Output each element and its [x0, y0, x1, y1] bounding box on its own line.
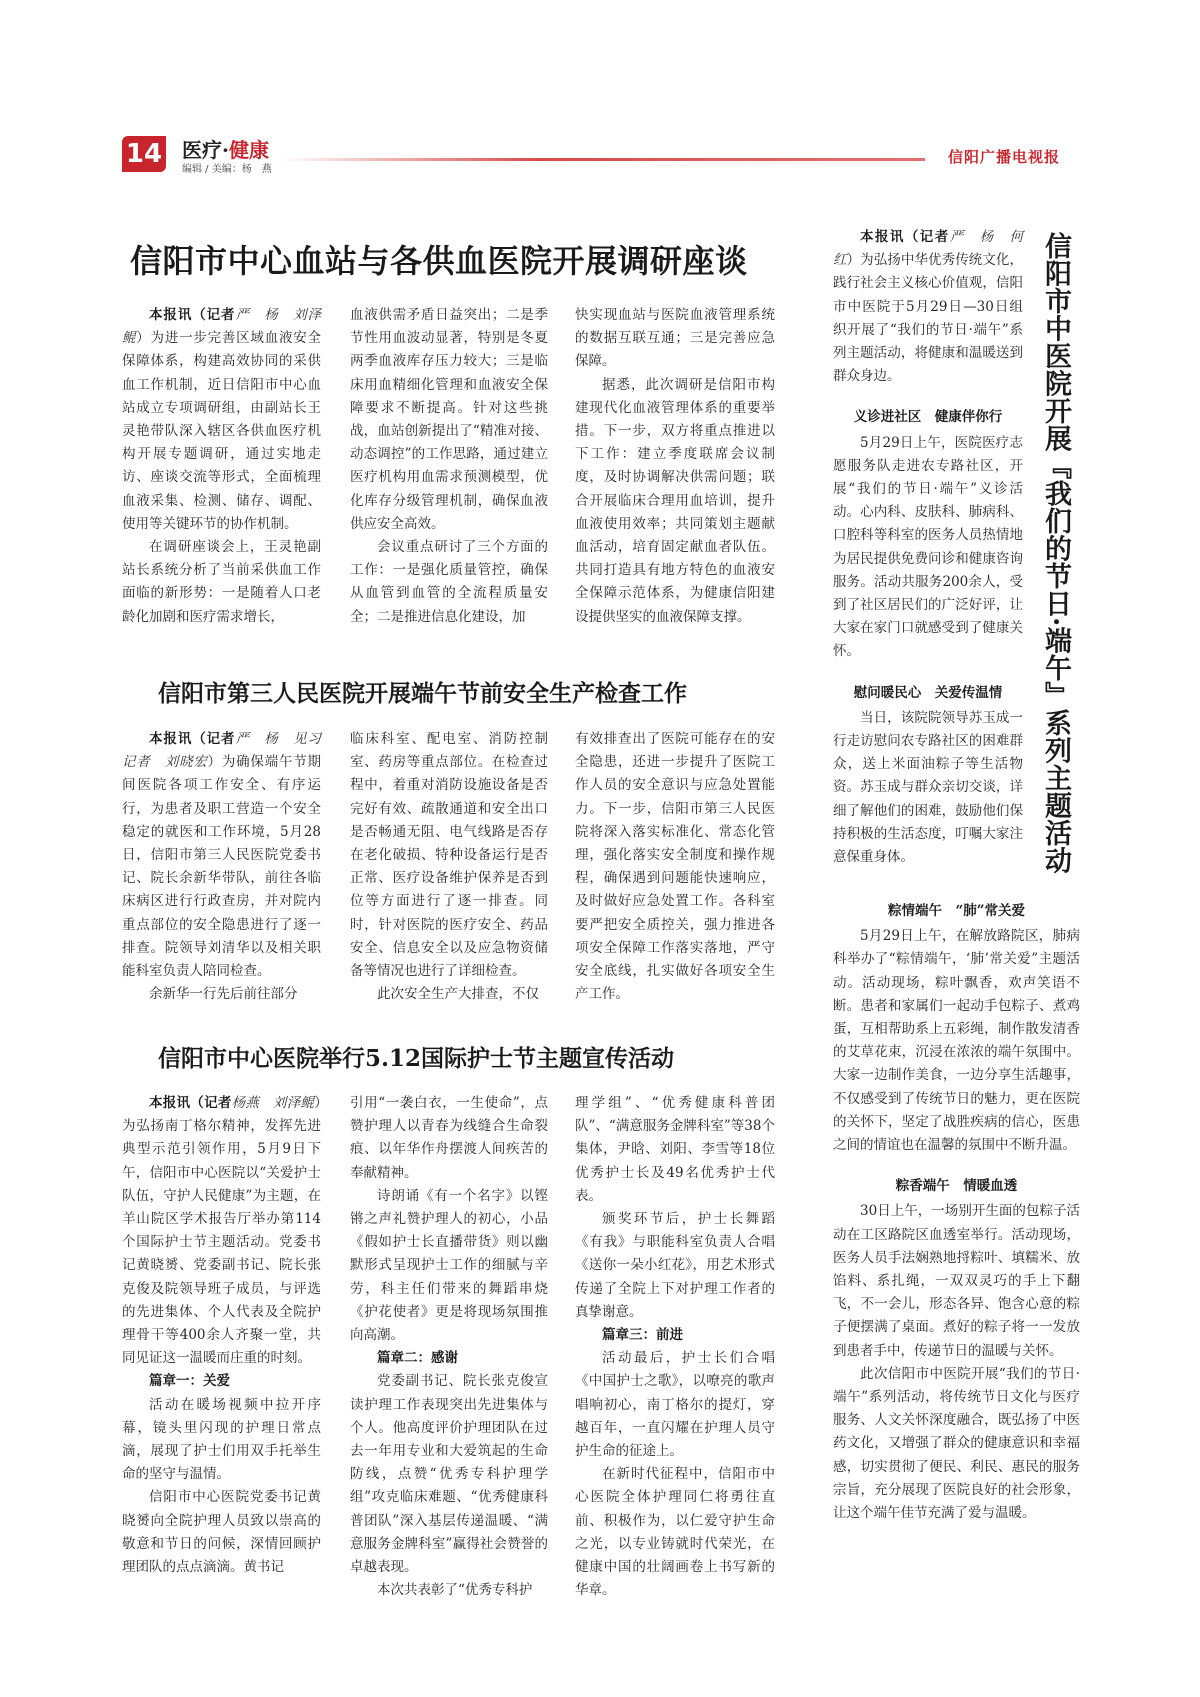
article3-lead: 本报讯（记者	[149, 1095, 232, 1111]
article2-paragraph: 临床科室、配电室、消防控制室、药房等重点部位。在检查过程中，着重对消防设施设备是否完好有效、疏散通道和安全出口是否畅通无阻、电气线路是否存在老化破损、特种设备运行是否正常、医疗设备维护保养是否到位等方面进行了逐一排查。同时，针对医院的医疗安全、药品安全、信息安全以及应急物资储备等情况也进行了详细检查。	[350, 731, 548, 980]
header-rule	[280, 158, 925, 161]
subheading: 慰问暖民心 关爱传温情	[853, 684, 1003, 701]
article4-column	[833, 226, 1037, 869]
article4-paragraph: 30日上午，一场别开生面的包粽子活动在工区路院区血透室举行。活动现场，医务人员手法娴熟地捋粽叶、填糯米、放馅料、系扎绳，一双双灵巧的手上下翻飞，不一会儿，形态各异、饱含心意的粽子便摆满了桌面。煮好的粽子将一一发放到患者手中，传递节日的温暖与关怀。	[833, 1203, 1080, 1359]
article1-paragraph: 在调研座谈会上，王灵艳副站长系统分析了当前采供血工作面临的新形势：一是随着人口老龄化加剧和医疗需求增长，	[122, 539, 321, 625]
article2-paragraph	[122, 728, 321, 983]
article2-column-1	[122, 728, 321, 1006]
article2-column-3	[575, 728, 775, 1006]
article3-paragraph: 信阳市中心医院党委书记黄晓赟向全院护理人员致以崇高的敬意和节日的问候，深情回顾护理团队的点点滴滴。黄书记	[122, 1489, 321, 1576]
chapter-heading: 篇章三：前进	[602, 1327, 683, 1344]
article1-column-3	[575, 304, 775, 629]
article3-paragraph: 党委副书记、院长张克俊宣读护理工作表现突出先进集体与个人。他高度评价护理团队在过去一年用专业和大爱筑起的生命防线，点赞“优秀专科护理学组”攻克临床难题、“优秀健康科普团队”深入基层传递温暖、“满意服务金牌科室”赢得社会赞誉的卓越表现。	[350, 1373, 548, 1576]
article3-reporters: 杨燕 刘泽鲲	[231, 1095, 315, 1111]
article3-title: 信阳市中心医院举行5.12国际护士节主题宣传活动	[158, 1045, 675, 1072]
article2-reporters: 严 杨 见习记者 刘晓宏	[122, 731, 322, 771]
article3-paragraph	[122, 1092, 321, 1370]
article3-paragraph: 本次共表彰了“优秀专科护	[377, 1582, 533, 1599]
article3-text: ）为弘扬南丁格尔精神，发挥先进典型示范引领作用，5月9日下午，信阳市中心医院以“关爱护士队伍，守护人民健康”为主题，在羊山院区学术报告厅举办第114个国际护士节主题活动。党委书记黄晓赟、党委副书记、院长张克俊及院领导班子成员，与评选的先进集体、个人代表及全院护理骨干等400余人齐聚一堂，共同见证这一温暖而庄重的时刻。	[122, 1095, 321, 1367]
subheading: 粽香端午 情暖血透	[895, 1178, 1018, 1195]
subheading: 粽情端午 “肺”常关爱	[887, 903, 1026, 919]
article4-column-lower	[833, 900, 1080, 1525]
page-number: 14	[122, 136, 166, 172]
subheading: 义诊进社区 健康伴你行	[853, 409, 1003, 426]
article1-reporters: 严 杨 刘泽鲲	[122, 307, 322, 347]
chapter-heading: 篇章二：感谢	[377, 1350, 458, 1367]
article4-reporters: 严 杨 何 红	[833, 229, 1037, 269]
article3-column-1	[122, 1092, 321, 1579]
article3-paragraph: 活动在暖场视频中拉开序幕，镜头里闪现的护理日常点滴，展现了护士们用双手托举生命的坚守与温情。	[122, 1396, 321, 1483]
section-accent: 健康	[228, 138, 269, 162]
article3-paragraph: 引用“一袭白衣，一生使命”，点赞护理人以青春为线缝合生命裂痕、以年华作舟摆渡人间疾苦的奉献精神。	[350, 1095, 548, 1181]
article4-paragraph	[833, 226, 1037, 388]
article4-paragraph: 当日，该院院领导苏玉成一行走访慰问农专路社区的困难群众，送上米面油粽子等生活物资。苏玉成与群众亲切交谈，详细了解他们的困难，鼓励他们保持积极的生活态度，叮嘱大家注意保重身体。	[833, 709, 1023, 866]
article3-paragraph: 理学组”、“优秀健康科普团队”、“满意服务金牌科室”等38个集体，尹晗、刘阳、李雪等18位优秀护士长及49名优秀护士代表。	[575, 1095, 775, 1204]
article4-paragraph: 5月29日上午，在解放路院区，肺病科举办了“粽情端午，‘肺’常关爱”主题活动。活动现场，粽叶飘香，欢声笑语不断。患者和家属们一起动手包粽子、煮鸡蛋，互相帮助系上五彩绳，制作散发清香的艾草花束，沉浸在浓浓的端午氛围中。大家一边制作美食，一边分享生活趣事，不仅感受到了传统节日的魅力，更在医院的关怀下，坚定了战胜疾病的信心，医患之间的情谊也在温馨的氛围中不断升温。	[833, 928, 1080, 1154]
article3-paragraph: 颁奖环节后，护士长舞蹈《有我》与职能科室负责人合唱《送你一朵小红花》，用艺术形式传递了全院上下对护理工作者的真挚谢意。	[575, 1211, 775, 1320]
article2-lead: 本报讯（记者	[149, 731, 236, 747]
article3-column-3	[575, 1092, 775, 1602]
article1-paragraph: 快实现血站与医院血液管理系统的数据互联互通；三是完善应急保障。	[575, 307, 775, 370]
chapter-heading: 篇章一：关爱	[149, 1373, 230, 1390]
article4-lead: 本报讯（记者	[860, 229, 950, 245]
article1-paragraph: 会议重点研讨了三个方面的工作：一是强化质量管控，确保从血管到血管的全流程质量安全；二是推进信息化建设，加	[350, 539, 548, 625]
article2-paragraph: 余新华一行先后前往部分	[149, 986, 298, 1003]
article1-text: ）为进一步完善区域血液安全保障体系，构建高效协同的采供血工作机制，近日信阳市中心血站成立专项调研组，由副站长王灵艳带队深入辖区各供血医疗机构开展专题调研，通过实地走访、座谈交流等形式，全面梳理血液采集、检测、储存、调配、使用等关键环节的协作机制。	[122, 330, 322, 532]
newspaper-name: 信阳广播电视报	[948, 148, 1061, 166]
article1-paragraph: 血液供需矛盾日益突出；二是季节性用血波动显著，特别是冬夏两季血液库存压力较大；三是临床用血精细化管理和血液安全保障要求不断提高。针对这些挑战，血站创新提出了“精准对接、动态调控”的工作思路，通过建立医疗机构用血需求预测模型，优化库存分级管理机制，确保血液供应安全高效。	[350, 307, 548, 532]
article3-column-2	[350, 1092, 548, 1602]
article2-paragraph: 有效排查出了医院可能存在的安全隐患，还进一步提升了医院工作人员的安全意识与应急处置能力。下一步，信阳市第三人民医院将深入落实标准化、常态化管理，强化落实安全制度和操作规程，确保遇到问题能快速响应，及时做好应急处置工作。各科室要严把安全质控关，强力推进各项安全保障工作落实落地，严守安全底线，扎实做好各项安全生产工作。	[575, 731, 775, 1003]
article4-paragraph: 5月29日上午，医院医疗志愿服务队走进农专路社区，开展“我们的节日·端午”义诊活动。心内科、皮肤科、肺病科、口腔科等科室的医务人员热情地为居民提供免费问诊和健康咨询服务。活动共服务200余人，受到了社区居民们的广泛好评，让大家在家门口就感受到了健康关怀。	[833, 434, 1023, 660]
article2-paragraph: 此次安全生产大排查，不仅	[377, 986, 539, 1003]
article1-paragraph: 据悉，此次调研是信阳市构建现代化血液管理体系的重要举措。下一步，双方将重点推进以下工作：建立季度联席会议制度，及时协调解决供需问题；联合开展临床合理用血培训，提升血液使用效率；共同策划主题献血活动，培育固定献血者队伍。共同打造具有地方特色的血液安全保障示范体系，为健康信阳建设提供坚实的血液保障支撑。	[575, 376, 775, 625]
article3-paragraph: 活动最后，护士长们合唱《中国护士之歌》，以嘹亮的歌声唱响初心，南丁格尔的提灯，穿越百年，一直闪耀在护理人员守护生命的征途上。	[575, 1350, 775, 1460]
editor-credit: 编辑 / 美编：杨 燕	[182, 164, 272, 175]
article1-column-1	[122, 304, 321, 629]
article1-lead: 本报讯（记者	[149, 307, 236, 323]
article4-text: ）为弘扬中华优秀传统文化，践行社会主义核心价值观，信阳市中医院于5月29日—30日组织开展了“我们的节日·端午”系列主题活动，将健康和温暖送到群众身边。	[833, 252, 1024, 385]
article1-column-2	[350, 304, 548, 629]
article3-paragraph: 在新时代征程中，信阳市中心医院全体护理同仁将勇往直前、积极作为，以仁爱守护生命之光，以专业铸就时代荣光，在健康中国的壮阔画卷上书写新的华章。	[575, 1466, 775, 1599]
article2-title: 信阳市第三人民医院开展端午节前安全生产检查工作	[158, 680, 687, 707]
article4-paragraph: 此次信阳市中医院开展“我们的节日·端午”系列活动，将传统节日文化与医疗服务、人文关怀深度融合，既弘扬了中医药文化，又增强了群众的健康意识和幸福感，切实贯彻了便民、利民、惠民的服务宗旨，充分展现了医院良好的社会形象，让这个端午佳节充满了爱与温暖。	[833, 1365, 1080, 1522]
article4-vertical-title: 信阳市中医院开展『我们的节日·端午』系列主题活动	[1040, 232, 1071, 875]
section-main: 医疗·	[182, 138, 229, 162]
article2-column-2	[350, 728, 548, 1006]
section-title	[182, 134, 269, 163]
article1-title: 信阳市中心血站与各供血医院开展调研座谈	[130, 242, 748, 280]
article1-paragraph	[122, 304, 321, 536]
article3-paragraph: 诗朗诵《有一个名字》以铿锵之声礼赞护理人的初心，小品《假如护士长直播带货》则以幽默形式呈现护士工作的细腻与辛劳，科主任们带来的舞蹈串烧《护花使者》更是将现场氛围推向高潮。	[350, 1187, 548, 1344]
article2-text: ）为确保端午节期间医院各项工作安全、有序运行，为患者及职工营造一个安全稳定的就医和工作环境，5月28日，信阳市第三人民医院党委书记、院长余新华带队，前往各临床病区进行行政查房，并对院内重点部位的安全隐患进行了逐一排查。院领导刘清华以及相关职能科室负责人陪同检查。	[122, 754, 322, 980]
